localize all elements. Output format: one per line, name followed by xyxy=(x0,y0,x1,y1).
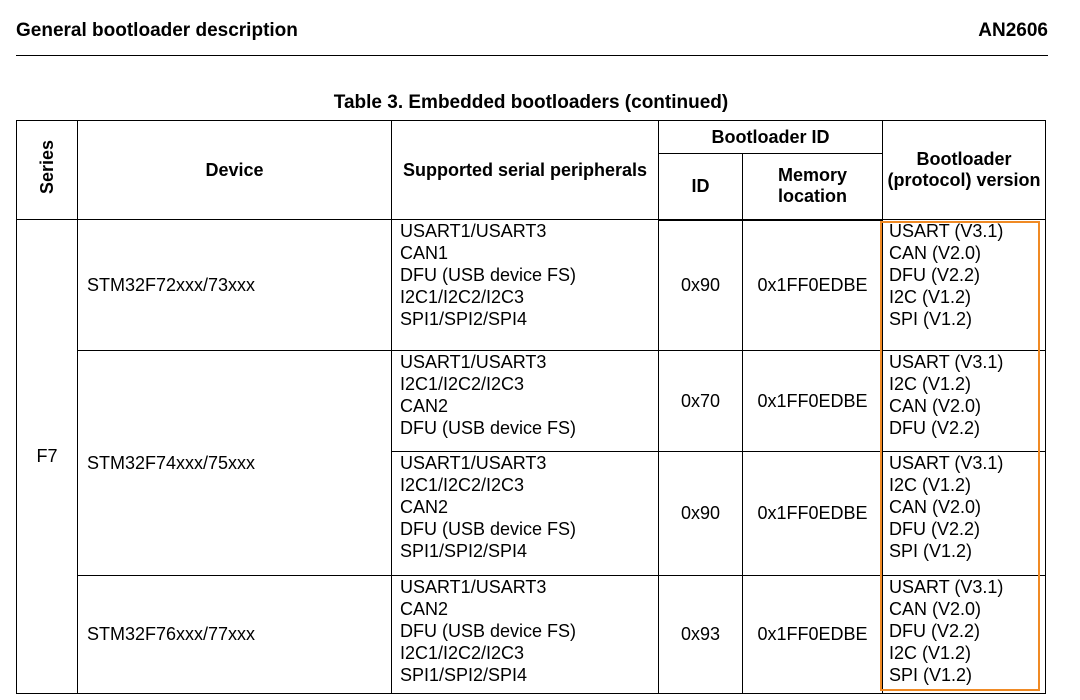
version-item: CAN (V2.0) xyxy=(889,497,982,517)
peripheral-item: SPI1/SPI2/SPI4 xyxy=(400,309,528,329)
version-item: DFU (V2.2) xyxy=(889,621,981,641)
peripheral-item: CAN2 xyxy=(400,396,449,416)
column-header-device: Device xyxy=(78,121,392,220)
column-header-series xyxy=(17,121,78,220)
bootloader-table xyxy=(16,120,1046,694)
column-header-version: Bootloader (protocol) version xyxy=(883,121,1046,220)
peripheral-item: CAN2 xyxy=(400,599,449,619)
version-item: CAN (V2.0) xyxy=(889,243,982,263)
series-header-label: Series xyxy=(36,140,57,195)
device-cell: STM32F74xxx/75xxx xyxy=(78,351,392,576)
column-header-memory-location: Memory location xyxy=(743,154,883,220)
version-item: CAN (V2.0) xyxy=(889,599,982,619)
version-item: DFU (V2.2) xyxy=(889,265,981,285)
version-cell xyxy=(883,576,1046,694)
peripheral-item: DFU (USB device FS) xyxy=(400,265,577,285)
version-item: SPI (V1.2) xyxy=(889,665,973,685)
id-cell: 0x70 xyxy=(659,351,743,452)
device-cell: STM32F72xxx/73xxx xyxy=(78,220,392,351)
id-cell: 0x90 xyxy=(659,220,743,351)
version-item: USART (V3.1) xyxy=(889,453,1004,473)
version-item: CAN (V2.0) xyxy=(889,396,982,416)
peripheral-item: I2C1/I2C2/I2C3 xyxy=(400,374,525,394)
peripherals-cell xyxy=(392,576,659,694)
table-row xyxy=(17,220,1046,351)
device-cell: STM32F76xxx/77xxx xyxy=(78,576,392,694)
version-item: USART (V3.1) xyxy=(889,221,1004,241)
peripheral-item: USART1/USART3 xyxy=(400,577,547,597)
id-cell: 0x93 xyxy=(659,576,743,694)
version-item: SPI (V1.2) xyxy=(889,309,973,329)
id-cell: 0x90 xyxy=(659,452,743,576)
peripheral-item: USART1/USART3 xyxy=(400,221,547,241)
peripherals-cell xyxy=(392,220,659,351)
peripheral-item: USART1/USART3 xyxy=(400,352,547,372)
peripheral-item: SPI1/SPI2/SPI4 xyxy=(400,665,528,685)
table-row xyxy=(17,576,1046,694)
memory-location-cell: 0x1FF0EDBE xyxy=(743,351,883,452)
version-item: USART (V3.1) xyxy=(889,577,1004,597)
peripheral-item: CAN2 xyxy=(400,497,449,517)
peripheral-item: CAN1 xyxy=(400,243,449,263)
peripheral-item: DFU (USB device FS) xyxy=(400,519,577,539)
version-item: SPI (V1.2) xyxy=(889,541,973,561)
version-item: DFU (V2.2) xyxy=(889,519,981,539)
version-item: DFU (V2.2) xyxy=(889,418,981,438)
peripheral-item: DFU (USB device FS) xyxy=(400,621,577,641)
version-cell xyxy=(883,351,1046,452)
version-item: USART (V3.1) xyxy=(889,352,1004,372)
memory-location-cell: 0x1FF0EDBE xyxy=(743,576,883,694)
peripherals-cell xyxy=(392,452,659,576)
peripheral-item: I2C1/I2C2/I2C3 xyxy=(400,475,525,495)
version-cell xyxy=(883,220,1046,351)
series-cell: F7 xyxy=(17,220,78,694)
version-item: I2C (V1.2) xyxy=(889,374,972,394)
column-header-bootloader-id: Bootloader ID xyxy=(659,121,883,154)
peripheral-item: DFU (USB device FS) xyxy=(400,418,577,438)
memory-location-cell: 0x1FF0EDBE xyxy=(743,452,883,576)
page-header-title: General bootloader description xyxy=(16,20,298,41)
peripheral-item: SPI1/SPI2/SPI4 xyxy=(400,541,528,561)
version-cell xyxy=(883,452,1046,576)
column-header-id: ID xyxy=(659,154,743,220)
document-id: AN2606 xyxy=(978,20,1048,41)
peripheral-item: USART1/USART3 xyxy=(400,453,547,473)
peripherals-cell xyxy=(392,351,659,452)
column-header-peripherals: Supported serial peripherals xyxy=(392,121,659,220)
version-item: I2C (V1.2) xyxy=(889,287,972,307)
peripheral-item: I2C1/I2C2/I2C3 xyxy=(400,643,525,663)
version-item: I2C (V1.2) xyxy=(889,475,972,495)
header-divider xyxy=(16,55,1048,56)
table-caption: Table 3. Embedded bootloaders (continued) xyxy=(333,92,729,113)
version-item: I2C (V1.2) xyxy=(889,643,972,663)
table-row xyxy=(17,351,1046,452)
peripheral-item: I2C1/I2C2/I2C3 xyxy=(400,287,525,307)
memory-location-cell: 0x1FF0EDBE xyxy=(743,220,883,351)
